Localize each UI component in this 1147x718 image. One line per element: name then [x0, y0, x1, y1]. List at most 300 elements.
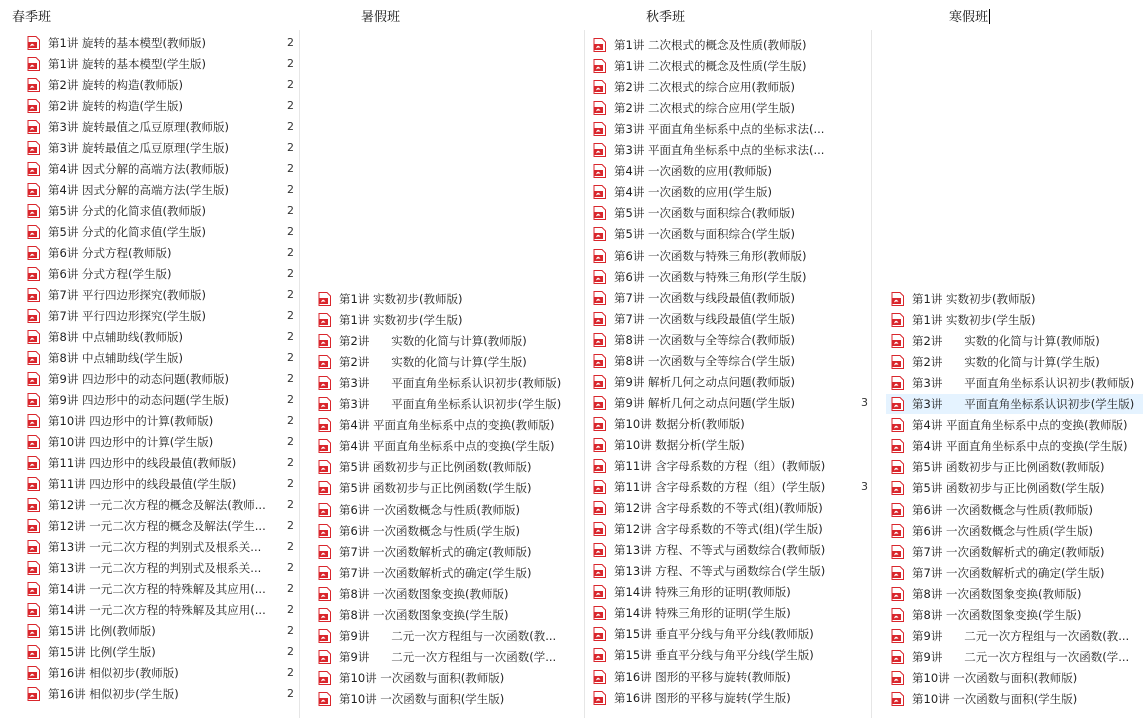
file-item[interactable]: [588, 351, 855, 371]
file-name: 第9讲 二元一次方程组与一次函数(学...: [339, 650, 557, 664]
file-name: 第2讲 旋转的构造(教师版): [48, 78, 183, 92]
file-item[interactable]: [22, 369, 297, 389]
file-item[interactable]: [886, 584, 1143, 604]
file-item[interactable]: [313, 626, 580, 646]
pdf-file-icon: [593, 606, 606, 620]
file-name: 第2讲 实数的化简与计算(学生版): [339, 355, 527, 369]
file-name: 第10讲 一次函数与面积(学生版): [339, 692, 505, 706]
file-name: 第14讲 一元二次方程的特殊解及其应用(...: [48, 582, 266, 596]
file-item[interactable]: [313, 563, 580, 583]
pdf-file-icon: [891, 629, 904, 643]
column-separator: [584, 30, 585, 718]
file-name: 第9讲 解析几何之动点问题(教师版): [614, 375, 795, 389]
file-name: 第9讲 四边形中的动态问题(教师版): [48, 372, 229, 386]
file-item[interactable]: [313, 689, 580, 709]
header-autumn: 秋季班: [646, 10, 686, 25]
file-name: 第1讲 实数初步(学生版): [339, 313, 463, 327]
file-item[interactable]: [22, 600, 297, 620]
file-item[interactable]: [886, 521, 1143, 541]
pdf-file-icon: [27, 372, 40, 386]
pdf-file-icon: [891, 671, 904, 685]
file-name: 第13讲 一元二次方程的判别式及根系关...: [48, 540, 262, 554]
file-name: 第5讲 分式的化简求值(教师版): [48, 204, 206, 218]
file-item[interactable]: [22, 558, 297, 578]
folder-headers: [0, 0, 1147, 26]
file-item[interactable]: [886, 563, 1143, 583]
file-name: 第7讲 一次函数与线段最值(教师版): [614, 291, 795, 305]
pdf-file-icon: [891, 418, 904, 432]
winter-file-list: [886, 289, 1144, 712]
clipped-column-text: 2: [287, 372, 294, 385]
file-item[interactable]: [22, 663, 297, 683]
pdf-file-icon: [318, 671, 331, 685]
file-item[interactable]: [588, 477, 855, 497]
pdf-file-icon: [593, 80, 606, 94]
pdf-file-icon: [593, 522, 606, 536]
file-item[interactable]: [588, 119, 855, 139]
pdf-file-icon: [593, 185, 606, 199]
file-item[interactable]: [313, 352, 580, 372]
file-name: 第8讲 一次函数与全等综合(教师版): [614, 333, 795, 347]
header-spring: 春季班: [12, 10, 52, 25]
clipped-column-text: 2: [287, 456, 294, 469]
file-name: 第3讲 旋转最值之瓜豆原理(教师版): [48, 120, 229, 134]
file-name: 第4讲 平面直角坐标系中点的变换(学生版): [339, 439, 555, 453]
file-item[interactable]: [313, 373, 580, 393]
file-name: 第12讲 含字母系数的不等式(组)(学生版): [614, 522, 823, 536]
file-item[interactable]: [886, 331, 1143, 351]
file-name: 第6讲 一次函数概念与性质(教师版): [912, 503, 1093, 517]
file-name: 第5讲 函数初步与正比例函数(教师版): [912, 460, 1105, 474]
file-name: 第10讲 四边形中的计算(学生版): [48, 435, 214, 449]
pdf-file-icon: [27, 393, 40, 407]
clipped-column-text: 2: [287, 267, 294, 280]
file-name: 第1讲 旋转的基本模型(教师版): [48, 36, 206, 50]
pdf-file-icon: [27, 225, 40, 239]
clipped-column-text: 2: [287, 624, 294, 637]
pdf-file-icon: [27, 687, 40, 701]
file-item[interactable]: [588, 603, 855, 623]
file-name: 第16讲 图形的平移与旋转(教师版): [614, 670, 791, 684]
file-name: 第10讲 一次函数与面积(教师版): [912, 671, 1078, 685]
file-item[interactable]: [886, 289, 1143, 309]
pdf-file-icon: [593, 417, 606, 431]
file-item[interactable]: [588, 667, 855, 687]
pdf-file-icon: [593, 501, 606, 515]
clipped-column-text: 2: [287, 645, 294, 658]
file-item[interactable]: [313, 500, 580, 520]
pdf-file-icon: [27, 288, 40, 302]
file-item[interactable]: [588, 414, 855, 434]
file-name: 第12讲 一元二次方程的概念及解法(学生...: [48, 519, 266, 533]
pdf-file-icon: [891, 439, 904, 453]
pdf-file-icon: [593, 627, 606, 641]
file-item[interactable]: [886, 689, 1143, 709]
pdf-file-icon: [593, 249, 606, 263]
file-name: 第10讲 数据分析(教师版): [614, 417, 745, 431]
clipped-column-text: 2: [287, 666, 294, 679]
file-name: 第14讲 特殊三角形的证明(学生版): [614, 606, 791, 620]
file-item[interactable]: [886, 352, 1143, 372]
column-separator: [871, 30, 872, 718]
file-item[interactable]: [886, 415, 1143, 435]
pdf-file-icon: [27, 519, 40, 533]
pdf-file-icon: [593, 227, 606, 241]
file-name: 第1讲 二次根式的概念及性质(学生版): [614, 59, 807, 73]
pdf-file-icon: [318, 355, 331, 369]
file-item[interactable]: [588, 435, 855, 455]
pdf-file-icon: [891, 692, 904, 706]
file-name: 第3讲 旋转最值之瓜豆原理(学生版): [48, 141, 229, 155]
file-item[interactable]: [22, 117, 297, 137]
pdf-file-icon: [27, 57, 40, 71]
file-name: 第3讲 平面直角坐标系中点的坐标求法(...: [614, 143, 825, 157]
file-item[interactable]: [22, 516, 297, 536]
file-item[interactable]: [22, 390, 297, 410]
clipped-column-text: 2: [287, 477, 294, 490]
file-item[interactable]: [886, 626, 1143, 646]
file-item[interactable]: [886, 478, 1143, 498]
clipped-column-text: 2: [287, 582, 294, 595]
file-name: 第7讲 一次函数解析式的确定(教师版): [912, 545, 1105, 559]
file-item[interactable]: [313, 478, 580, 498]
file-item[interactable]: [313, 542, 580, 562]
file-name: 第2讲 实数的化简与计算(学生版): [912, 355, 1100, 369]
clipped-column-text: 2: [287, 435, 294, 448]
file-name: 第5讲 函数初步与正比例函数(教师版): [339, 460, 532, 474]
pdf-file-icon: [318, 481, 331, 495]
pdf-file-icon: [27, 204, 40, 218]
file-name: 第11讲 含字母系数的方程（组）(学生版): [614, 480, 826, 494]
pdf-file-icon: [318, 545, 331, 559]
pdf-file-icon: [318, 503, 331, 517]
file-name: 第1讲 实数初步(教师版): [912, 292, 1036, 306]
pdf-file-icon: [318, 292, 331, 306]
file-name: 第4讲 平面直角坐标系中点的变换(教师版): [912, 418, 1128, 432]
file-name: 第5讲 函数初步与正比例函数(学生版): [339, 481, 532, 495]
file-item[interactable]: [313, 584, 580, 604]
file-name: 第3讲 平面直角坐标系认识初步(学生版): [339, 397, 562, 411]
file-name: 第5讲 一次函数与面积综合(教师版): [614, 206, 795, 220]
file-item[interactable]: [588, 519, 855, 539]
clipped-column-text: 2: [287, 78, 294, 91]
file-item[interactable]: [588, 498, 855, 518]
file-item[interactable]: [886, 500, 1143, 520]
clipped-column-text: 2: [287, 603, 294, 616]
clipped-column-text: 2: [287, 561, 294, 574]
file-item[interactable]: [588, 582, 855, 602]
file-item[interactable]: [588, 624, 855, 644]
file-item[interactable]: [588, 203, 855, 223]
file-name: 第8讲 一次函数图象变换(教师版): [912, 587, 1082, 601]
pdf-file-icon: [593, 396, 606, 410]
pdf-file-icon: [891, 608, 904, 622]
file-name: 第6讲 一次函数与特殊三角形(学生版): [614, 270, 807, 284]
clipped-column-text: 2: [287, 330, 294, 343]
pdf-file-icon: [593, 480, 606, 494]
file-name: 第8讲 中点辅助线(学生版): [48, 351, 183, 365]
pdf-file-icon: [27, 414, 40, 428]
file-item[interactable]: [22, 201, 297, 221]
clipped-column-text: 2: [287, 393, 294, 406]
file-item[interactable]: [588, 161, 855, 181]
file-item[interactable]: [22, 306, 297, 326]
file-item[interactable]: [313, 415, 580, 435]
file-name: 第3讲 平面直角坐标系认识初步(教师版): [912, 376, 1135, 390]
pdf-file-icon: [318, 397, 331, 411]
clipped-column-text: 2: [287, 120, 294, 133]
clipped-column-text: 2: [287, 204, 294, 217]
file-name: 第6讲 一次函数概念与性质(学生版): [912, 524, 1093, 538]
file-name: 第7讲 一次函数解析式的确定(学生版): [339, 566, 532, 580]
pdf-file-icon: [27, 36, 40, 50]
file-item[interactable]: [22, 537, 297, 557]
file-item[interactable]: [313, 521, 580, 541]
file-item[interactable]: [588, 456, 855, 476]
pdf-file-icon: [593, 122, 606, 136]
clipped-column-text: 2: [287, 141, 294, 154]
file-item[interactable]: [22, 621, 297, 641]
file-item[interactable]: [22, 159, 297, 179]
file-item[interactable]: [22, 222, 297, 242]
pdf-file-icon: [318, 566, 331, 580]
file-item[interactable]: [22, 453, 297, 473]
pdf-file-icon: [891, 292, 904, 306]
file-name: 第14讲 特殊三角形的证明(教师版): [614, 585, 791, 599]
file-item[interactable]: [22, 75, 297, 95]
pdf-file-icon: [318, 460, 331, 474]
file-item[interactable]: [22, 54, 297, 74]
clipped-column-text: 2: [287, 288, 294, 301]
file-item[interactable]: [313, 457, 580, 477]
pdf-file-icon: [891, 481, 904, 495]
pdf-file-icon: [27, 78, 40, 92]
pdf-file-icon: [593, 691, 606, 705]
file-item[interactable]: [22, 96, 297, 116]
file-name: 第8讲 一次函数图象变换(学生版): [912, 608, 1082, 622]
file-item[interactable]: [886, 457, 1143, 477]
file-name: 第8讲 一次函数图象变换(教师版): [339, 587, 509, 601]
file-item[interactable]: [588, 56, 855, 76]
file-name: 第2讲 二次根式的综合应用(教师版): [614, 80, 795, 94]
file-item[interactable]: [588, 561, 855, 581]
pdf-file-icon: [891, 650, 904, 664]
file-name: 第3讲 平面直角坐标系中点的坐标求法(...: [614, 122, 825, 136]
file-name: 第2讲 二次根式的综合应用(学生版): [614, 101, 795, 115]
file-name: 第6讲 一次函数概念与性质(学生版): [339, 524, 520, 538]
pdf-file-icon: [891, 587, 904, 601]
file-item[interactable]: [22, 348, 297, 368]
pdf-file-icon: [593, 333, 606, 347]
pdf-file-icon: [318, 313, 331, 327]
file-item[interactable]: [886, 310, 1143, 330]
file-name: 第7讲 平行四边形探究(学生版): [48, 309, 206, 323]
file-item[interactable]: [886, 542, 1143, 562]
file-item[interactable]: [588, 540, 855, 560]
file-name: 第5讲 函数初步与正比例函数(学生版): [912, 481, 1105, 495]
file-item[interactable]: [22, 684, 297, 704]
file-name: 第16讲 相似初步(学生版): [48, 687, 179, 701]
file-name: 第6讲 一次函数与特殊三角形(教师版): [614, 249, 807, 263]
file-item[interactable]: [22, 474, 297, 494]
pdf-file-icon: [27, 246, 40, 260]
file-name: 第10讲 一次函数与面积(学生版): [912, 692, 1078, 706]
file-item[interactable]: [588, 288, 855, 308]
pdf-file-icon: [27, 603, 40, 617]
file-name: 第6讲 分式方程(学生版): [48, 267, 172, 281]
pdf-file-icon: [27, 540, 40, 554]
file-item[interactable]: [313, 605, 580, 625]
file-item[interactable]: [22, 264, 297, 284]
file-item[interactable]: [313, 668, 580, 688]
file-name: 第15讲 垂直平分线与角平分线(教师版): [614, 627, 814, 641]
file-name: 第6讲 一次函数概念与性质(教师版): [339, 503, 520, 517]
pdf-file-icon: [27, 183, 40, 197]
file-name: 第4讲 平面直角坐标系中点的变换(学生版): [912, 439, 1128, 453]
pdf-file-icon: [891, 313, 904, 327]
pdf-file-icon: [27, 561, 40, 575]
file-name: 第10讲 四边形中的计算(教师版): [48, 414, 214, 428]
file-item[interactable]: [588, 393, 855, 413]
file-item[interactable]: [886, 436, 1143, 456]
file-item[interactable]: [588, 330, 855, 350]
pdf-file-icon: [27, 330, 40, 344]
file-item[interactable]: [313, 289, 580, 309]
pdf-file-icon: [318, 587, 331, 601]
file-item[interactable]: [588, 246, 855, 266]
file-name: 第8讲 一次函数图象变换(学生版): [339, 608, 509, 622]
file-item[interactable]: [22, 285, 297, 305]
file-item[interactable]: [588, 645, 855, 665]
file-item[interactable]: [588, 140, 855, 160]
text-cursor: [989, 9, 990, 24]
file-item[interactable]: [22, 495, 297, 515]
file-item[interactable]: [588, 77, 855, 97]
pdf-file-icon: [27, 162, 40, 176]
clipped-column-text: 2: [287, 309, 294, 322]
pdf-file-icon: [891, 376, 904, 390]
file-item[interactable]: [886, 668, 1143, 688]
file-item[interactable]: [313, 647, 580, 667]
file-name: 第12讲 含字母系数的不等式(组)(教师版): [614, 501, 823, 515]
file-item[interactable]: [886, 394, 1143, 414]
header-winter[interactable]: 寒假班: [949, 10, 989, 25]
pdf-file-icon: [593, 312, 606, 326]
pdf-file-icon: [593, 564, 606, 578]
pdf-file-icon: [27, 141, 40, 155]
file-item[interactable]: [22, 579, 297, 599]
file-name: 第2讲 实数的化简与计算(教师版): [339, 334, 527, 348]
pdf-file-icon: [593, 438, 606, 452]
pdf-file-icon: [318, 439, 331, 453]
autumn-file-list: [588, 35, 868, 711]
file-name: 第1讲 实数初步(教师版): [339, 292, 463, 306]
file-name: 第9讲 二元一次方程组与一次函数(教...: [912, 629, 1130, 643]
file-item[interactable]: [313, 331, 580, 351]
file-item[interactable]: [22, 327, 297, 347]
pdf-file-icon: [593, 164, 606, 178]
file-name: 第7讲 平行四边形探究(教师版): [48, 288, 206, 302]
clipped-column-text: 2: [287, 57, 294, 70]
file-name: 第2讲 旋转的构造(学生版): [48, 99, 183, 113]
pdf-file-icon: [891, 355, 904, 369]
file-name: 第5讲 分式的化简求值(学生版): [48, 225, 206, 239]
file-name: 第6讲 分式方程(教师版): [48, 246, 172, 260]
file-name: 第16讲 图形的平移与旋转(学生版): [614, 691, 791, 705]
file-item[interactable]: [588, 688, 855, 708]
file-item[interactable]: [22, 138, 297, 158]
file-name: 第15讲 比例(教师版): [48, 624, 156, 638]
file-item[interactable]: [886, 605, 1143, 625]
pdf-file-icon: [27, 498, 40, 512]
clipped-column-text: 3: [861, 396, 868, 409]
pdf-file-icon: [891, 334, 904, 348]
file-item[interactable]: [22, 411, 297, 431]
pdf-file-icon: [593, 585, 606, 599]
file-name: 第1讲 实数初步(学生版): [912, 313, 1036, 327]
file-name: 第8讲 中点辅助线(教师版): [48, 330, 183, 344]
file-item[interactable]: [588, 224, 855, 244]
pdf-file-icon: [27, 120, 40, 134]
clipped-column-text: 2: [287, 351, 294, 364]
pdf-file-icon: [27, 99, 40, 113]
file-name: 第7讲 一次函数解析式的确定(教师版): [339, 545, 532, 559]
file-item[interactable]: [22, 243, 297, 263]
pdf-file-icon: [593, 543, 606, 557]
file-item[interactable]: [886, 647, 1143, 667]
file-item[interactable]: [588, 98, 855, 118]
file-item[interactable]: [313, 310, 580, 330]
file-item[interactable]: [22, 432, 297, 452]
pdf-file-icon: [593, 270, 606, 284]
file-item[interactable]: [313, 394, 580, 414]
pdf-file-icon: [593, 101, 606, 115]
clipped-column-text: 2: [287, 183, 294, 196]
column-separator: [299, 30, 300, 718]
file-item[interactable]: [588, 309, 855, 329]
file-item[interactable]: [22, 180, 297, 200]
file-item[interactable]: [588, 35, 855, 55]
pdf-file-icon: [891, 566, 904, 580]
pdf-file-icon: [318, 418, 331, 432]
file-item[interactable]: [588, 267, 855, 287]
pdf-file-icon: [593, 459, 606, 473]
file-item[interactable]: [886, 373, 1143, 393]
pdf-file-icon: [593, 59, 606, 73]
pdf-file-icon: [318, 334, 331, 348]
file-item[interactable]: [313, 436, 580, 456]
pdf-file-icon: [891, 545, 904, 559]
spring-file-list: [22, 33, 299, 707]
clipped-column-text: 2: [287, 162, 294, 175]
file-item[interactable]: [588, 182, 855, 202]
clipped-column-text: 2: [287, 414, 294, 427]
pdf-file-icon: [318, 608, 331, 622]
file-item[interactable]: [588, 372, 855, 392]
clipped-column-text: 2: [287, 687, 294, 700]
file-item[interactable]: [22, 33, 297, 53]
file-item[interactable]: [22, 642, 297, 662]
file-name: 第16讲 相似初步(教师版): [48, 666, 179, 680]
file-name: 第9讲 解析几何之动点问题(学生版): [614, 396, 795, 410]
file-name: 第7讲 一次函数与线段最值(学生版): [614, 312, 795, 326]
pdf-file-icon: [891, 460, 904, 474]
clipped-column-text: 2: [287, 498, 294, 511]
pdf-file-icon: [27, 456, 40, 470]
file-name: 第4讲 因式分解的高端方法(教师版): [48, 162, 229, 176]
clipped-column-text: 2: [287, 519, 294, 532]
pdf-file-icon: [27, 267, 40, 281]
